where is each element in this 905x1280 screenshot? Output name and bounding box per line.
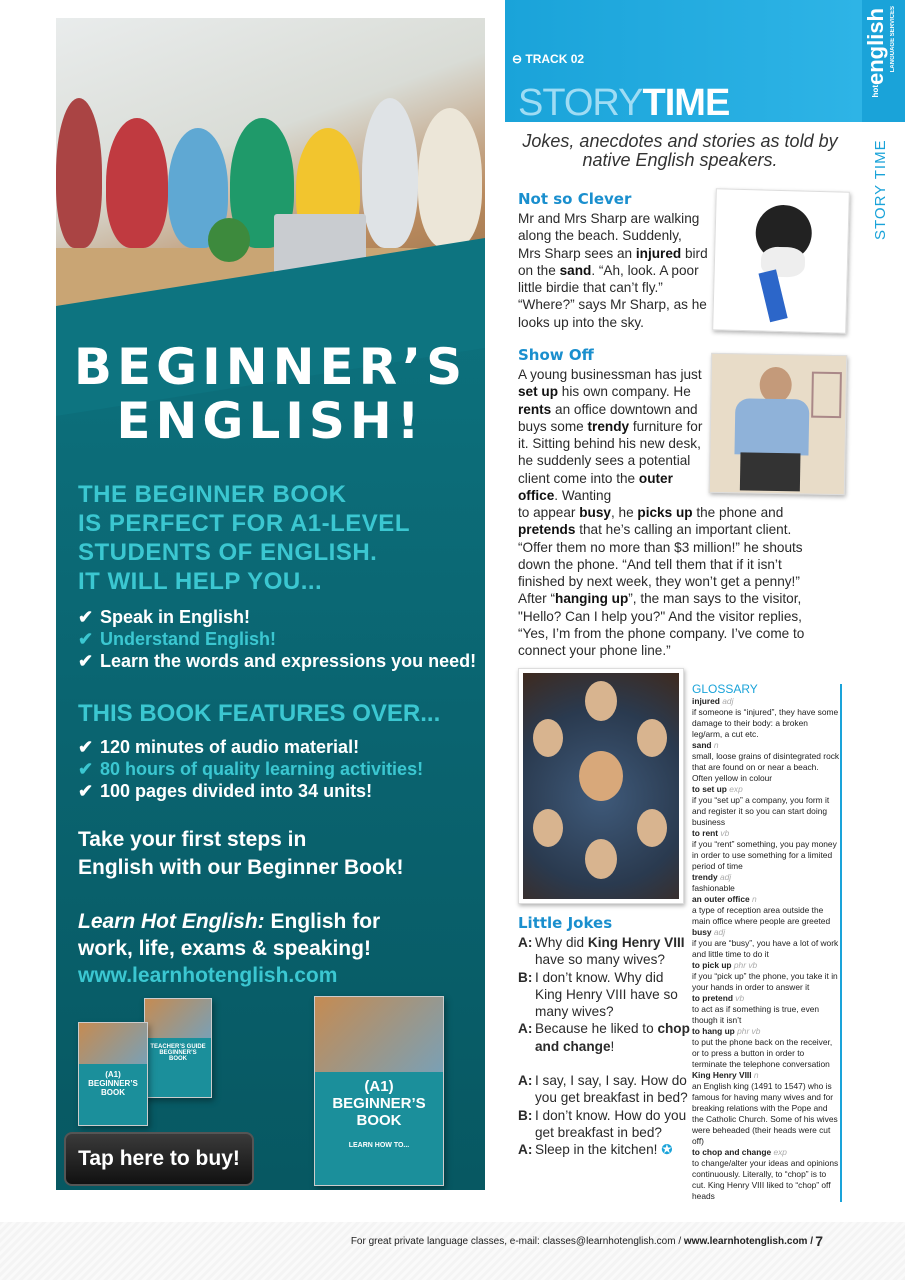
glossary-entry: to hang up phr vb to put the phone back on the receiver, or to press a button in order to terminate the telephone conversation [692,1026,833,1069]
help-list: ✔ Speak in English! ✔ Understand English! ✔ Learn the words and expressions you need! [78,607,477,671]
beginners-english-ad[interactable] [56,18,485,1190]
page-footer [0,1222,905,1280]
story-title-little-jokes: Little Jokes [518,914,613,932]
ad-subtitle: THE BEGINNER BOOK IS PERFECT FOR A1-LEVEL STUDENTS OF ENGLISH. IT WILL HELP YOU... [78,481,410,595]
side-section-title: STORY TIME [872,139,889,240]
story-text-show-off-top: A young businessman has just set up his own company. He rents an office downtown and buys some trendy furniture for it. Sitting behind his new desk, he suddenly sees a potential client come into the outer office. Wanting [518,367,703,504]
glossary-entry: to rent vb if you “rent” something, you pay money in order to use something for a limited period of time [692,828,837,871]
glossary-title: GLOSSARY [692,682,758,696]
track-label[interactable]: ⊖ TRACK 02 [512,52,585,66]
buy-button[interactable]: Tap here to buy! [64,1132,254,1186]
student-book-small: (A1) BEGINNER’S BOOK [78,1022,148,1126]
story-title-not-so-clever: Not so Clever [518,190,632,208]
little-jokes-text: A: Why did King Henry VIII have so many wives? B: I don’t know. Why did King Henry VIII have so many wives? A: Because he liked to chop and change! A: I say, I say, I say. How do you get breakfast in bed? B: I don’t know. How do you get breakfast in bed? A: Sleep in the kitchen! ✪ [518,935,690,1158]
glossary [692,684,842,1202]
check-icon: ✔ [78,651,94,671]
page-number: 7 [815,1233,823,1249]
teachers-guide-book: TEACHER’S GUIDE BEGINNER’S BOOK [144,998,212,1098]
ad-steps: Take your first steps in English with our Beginner Book! [78,828,404,879]
story-text-not-so-clever: Mr and Mrs Sharp are walking along the beach. Suddenly, Mrs Sharp sees an injured bird on the sand. “Ah, look. A poor little birdie that can’t fly.” “Where?” says Mr Sharp, as he looks up into the sky. [518,211,708,330]
glossary-entry: an outer office n a type of reception area outside the main office where people are greeted [692,894,831,926]
footer-url[interactable]: www.learnhotenglish.com / [683,1236,813,1247]
story-text-show-off-bottom: to appear busy, he picks up the phone and pretends that he’s calling an important client. “Offer them no more than $3 million!” he shouts down the phone. “And tell them that if it isn’t finished by next week, they won’t get a penny!” After “hanging up”, the man says to the visitor, "Hello? Can I help you?" And the visitor replies, “Yes, I’m from the phone company. I’ve come to connect your phone line.” [518,505,805,659]
glossary-entry: to set up exp if you “set up” a company, you form it and register it so you can start doing business [692,784,830,827]
features-list: ✔ 120 minutes of audio material! ✔ 80 hours of quality learning activities! ✔ 100 pages divided into 34 units! [78,737,424,801]
businessman-phone-image [709,353,847,495]
story-title-show-off: Show Off [518,346,594,364]
glossary-entry: to chop and change exp to change/alter your ideas and opinions continuously. Literally, to “chop” is to cut. King Henry VIII liked to “chop” off heads [692,1147,839,1201]
check-icon: ✔ [78,781,94,801]
glossary-entry: sand n small, loose grains of disintegrated rock that are found on or near a beach. Often yellow in colour [692,740,840,783]
ad-url[interactable]: www.learnhotenglish.com [78,964,338,987]
glossary-entry: to pretend vb to act as if something is true, even though it isn’t [692,993,820,1025]
glossary-entry: to pick up phr vb if you “pick up” the phone, you take it in your hands in order to answer it [692,960,838,992]
check-icon: ✔ [78,737,94,757]
check-icon: ✔ [78,607,94,627]
ad-title: BEGINNER’S ENGLISH! [73,338,468,450]
end-mark-icon: ✪ [661,1142,673,1158]
ad-learn: Learn Hot English: English for work, life, exams & speaking! www.learnhotenglish.com [78,908,478,989]
footer-text: For great private language classes, e-mail: classes@learnhotenglish.com / www.learnhotenglish.com / [350,1236,813,1247]
features-title: THIS BOOK FEATURES OVER... [78,700,441,727]
injured-bird-image [712,188,850,333]
glossary-entry: injured adj if someone is “injured”, they have some damage to their body: a broken leg/arm, a cut etc. [692,696,839,739]
beginners-book-cover: (A1) BEGINNER’S BOOK LEARN HOW TO... [314,996,444,1186]
henry-viii-wives-painting [518,668,684,904]
check-icon: ✔ [78,629,94,649]
hot-english-logo: hotenglish LANGUAGE SERVICES [862,0,905,122]
glossary-entry: trendy adj fashionable [692,872,735,893]
glossary-entry: busy adj if you are “busy”, you have a lot of work and little time to do it [692,927,839,959]
page-title: STORYTIME [518,82,730,124]
glossary-entry: King Henry VIII n an English king (1491 to 1547) who is famous for having many wives and for breaking relations with the Pope and the Catholic Church. Some of his wives were beheaded (their heads were cut off) [692,1070,838,1146]
intro-text: Jokes, anecdotes and stories as told by native English speakers. [522,131,838,170]
check-icon: ✔ [78,759,94,779]
